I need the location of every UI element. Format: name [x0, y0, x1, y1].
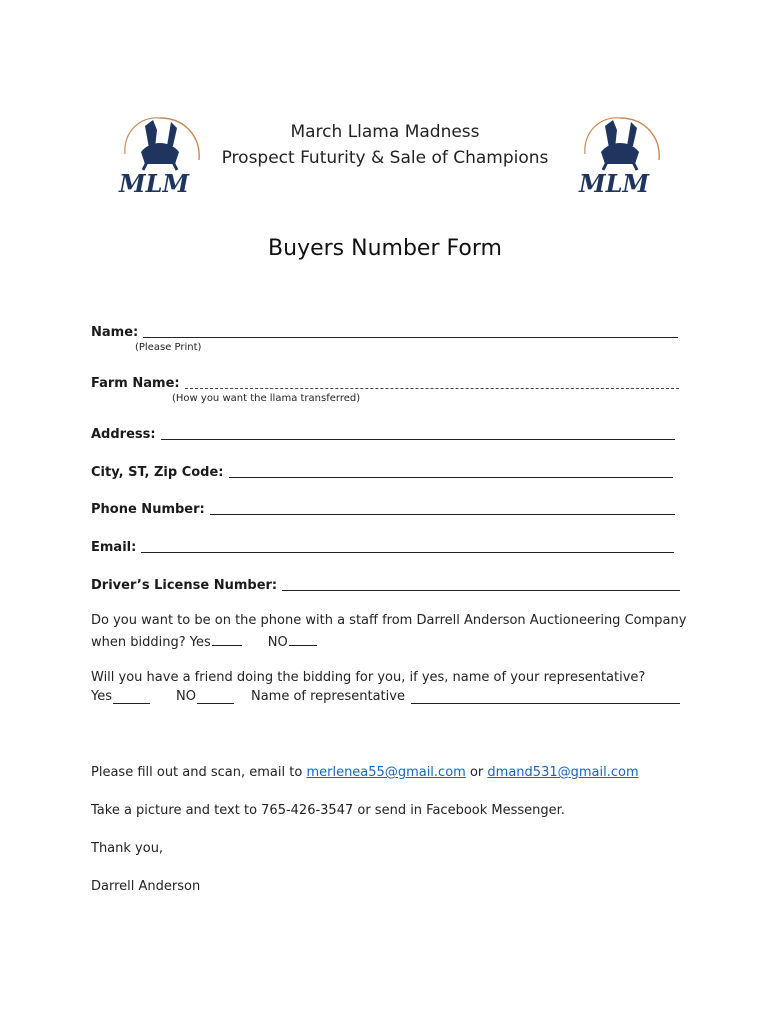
drivers-license-label: Driver’s License Number: [91, 578, 278, 593]
city-state-zip-label: City, ST, Zip Code: [91, 465, 224, 480]
name-input-line[interactable] [143, 323, 678, 338]
name-field[interactable] [91, 322, 678, 340]
representative-label: Name of representative [250, 689, 405, 704]
name-label: Name: [91, 325, 139, 340]
phone-question-line2 [91, 633, 317, 650]
email-instructions-text: Please fill out and scan, email to [91, 765, 303, 780]
email-label: Email: [91, 540, 137, 555]
email-link-merlenea[interactable]: merlenea55@gmail.com [306, 765, 466, 780]
farm-name-input-line[interactable] [185, 374, 679, 389]
address-field[interactable] [91, 424, 675, 442]
phone-yes-blank[interactable] [212, 633, 242, 646]
farm-name-field[interactable] [91, 373, 679, 391]
phone-input-line[interactable] [210, 500, 675, 515]
city-state-zip-field[interactable] [91, 462, 673, 480]
friend-yes-blank[interactable] [113, 691, 150, 704]
phone-question-line1: Do you want to be on the phone with a staff from Darrell Anderson Auctioneering Company [91, 613, 687, 628]
phone-question-no-label: NO [267, 635, 288, 650]
email-link-dmand[interactable]: dmand531@gmail.com [487, 765, 639, 780]
form-title: Buyers Number Form [268, 236, 502, 261]
phone-label: Phone Number: [91, 502, 205, 517]
email-input-line[interactable] [141, 538, 674, 553]
address-label: Address: [91, 427, 156, 442]
or-text: or [469, 765, 484, 780]
phone-no-blank[interactable] [289, 633, 317, 646]
text-instructions: Take a picture and text to 765-426-3547 or send in Facebook Messenger. [91, 803, 565, 818]
city-state-zip-input-line[interactable] [229, 463, 674, 478]
friend-question-line2 [91, 689, 680, 704]
friend-no-label: NO [176, 689, 196, 704]
phone-field[interactable] [91, 499, 675, 517]
farm-name-hint: (How you want the llama transferred) [172, 393, 361, 404]
header-title: March Llama Madness [290, 122, 480, 142]
name-hint: (Please Print) [135, 342, 202, 353]
signature-name: Darrell Anderson [91, 879, 201, 894]
drivers-license-field[interactable] [91, 575, 680, 593]
drivers-license-input-line[interactable] [282, 576, 680, 591]
representative-name-blank[interactable] [411, 691, 680, 704]
logo-text: MLM [579, 169, 650, 198]
header-subtitle: Prospect Futurity & Sale of Champions [221, 148, 549, 168]
phone-question-yes-label: when bidding? Yes [91, 635, 211, 650]
email-instructions [91, 765, 639, 780]
friend-no-blank[interactable] [197, 691, 234, 704]
address-input-line[interactable] [161, 425, 675, 440]
logo-text: MLM [119, 169, 190, 198]
friend-question-line1: Will you have a friend doing the bidding for you, if yes, name of your representative? [91, 670, 646, 685]
thank-you-text: Thank you, [91, 841, 164, 856]
email-field[interactable] [91, 537, 674, 555]
friend-yes-label: Yes [91, 689, 112, 704]
farm-name-label: Farm Name: [91, 376, 180, 391]
